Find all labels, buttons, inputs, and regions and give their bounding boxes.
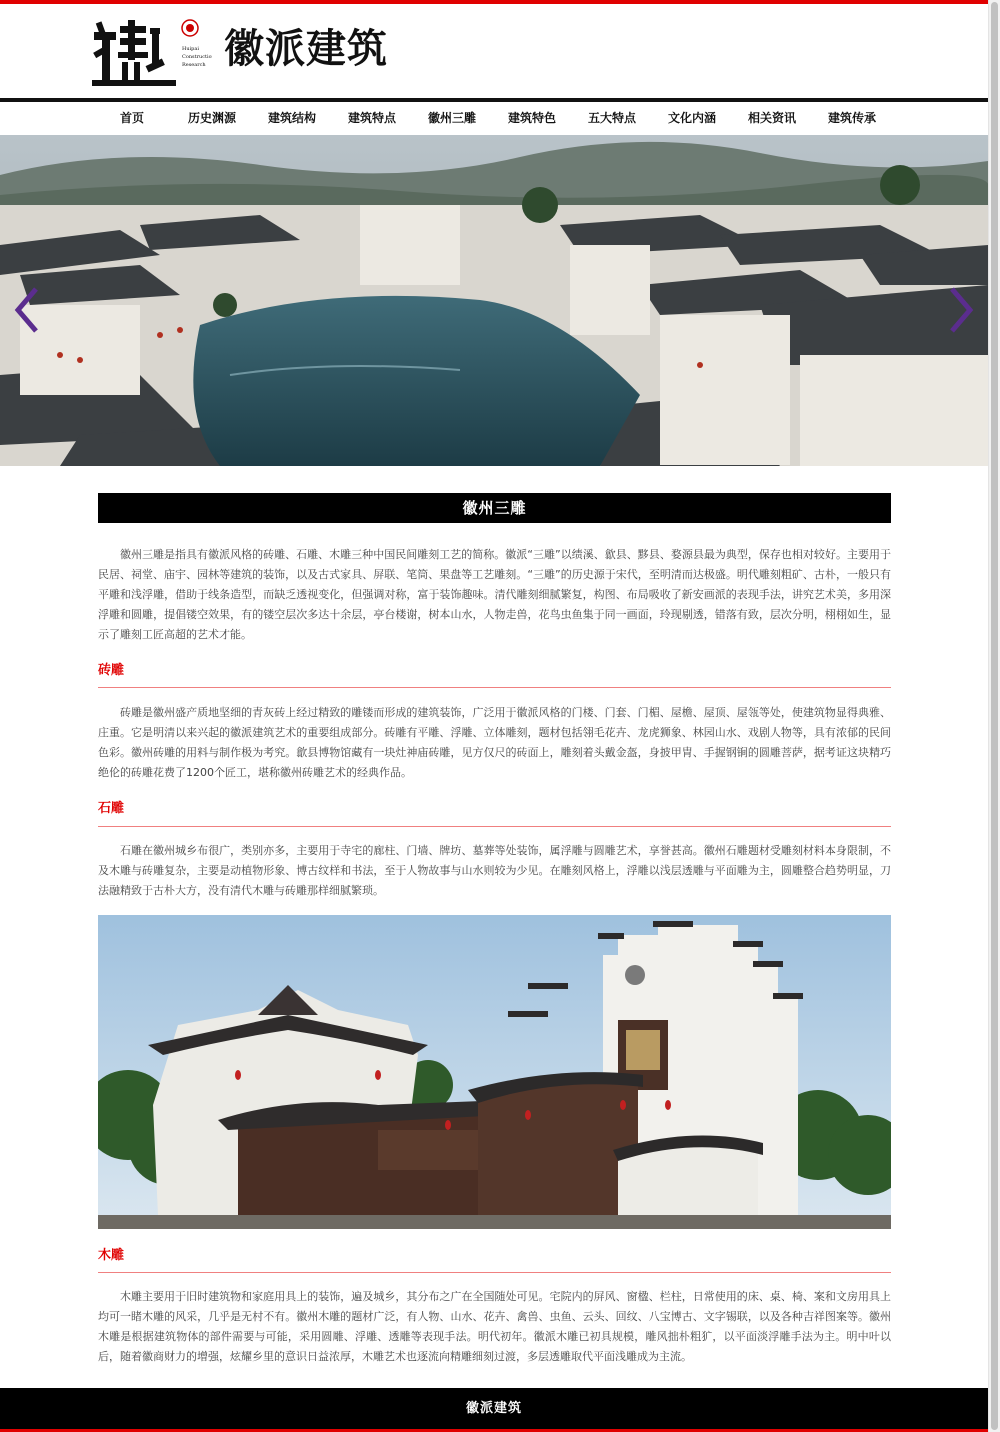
nav-item-5[interactable]: 建筑特色 xyxy=(507,111,556,125)
site-footer xyxy=(0,1388,988,1432)
stone-divider xyxy=(98,826,891,827)
building-photo xyxy=(98,915,891,1229)
site-title: 徽派建筑 xyxy=(224,25,388,72)
logo-small-text-line1: Huipai xyxy=(182,46,199,52)
intro-paragraph: 徽州三雕是指具有徽派风格的砖雕、石雕、木雕三种中国民间雕刻工艺的简称。徽派“三雕”以绩溪、歙县、黟县、婺源县最为典型，保存也相对较好。主要用于民居、祠堂、庙宇、园林等建筑的装饰，以及古式家具、屏联、笔筒、果盘等工艺雕刻。“三雕”的历史源于宋代，至明清而达极盛。明代雕刻粗矿、古朴，一般只有平雕和浅浮雕，借助于线条造型，而缺乏透视变化，但强调对称，富于装饰趣味。清代雕刻细腻繁复，构图、布局吸收了新安画派的表现手法，讲究艺术美，多用深浮雕和圆雕，提倡镂空效果，有的镂空层次多达十余层，亭台楼谢，树本山水，人物走兽，花鸟虫鱼集于同一画面，玲现剔透，错落有致，层次分明，栩栩如生，显示了雕刻工匠高超的艺术才能。 xyxy=(98,548,891,641)
nav-item-3[interactable]: 建筑特点 xyxy=(347,111,396,125)
stone-heading: 石雕 xyxy=(98,801,125,816)
stone-paragraph: 石雕在徽州城乡布很广，类别亦多，主要用于寺宅的廊柱、门墙、牌坊、墓葬等处装饰，属浮雕与圆雕艺术，享誉甚高。徽州石雕题材受雕刻材料本身限制，不及木雕与砖雕复杂，主要是动植物形象、博古纹样和书法，至于人物故事与山水则较为少见。在雕刻风格上，浮雕以浅层透雕与平面雕为主，圆雕整合趋势明显，刀法融精致于古朴大方，没有清代木雕与砖雕那样细腻繁琐。 xyxy=(98,844,891,897)
nav-item-1[interactable]: 历史渊源 xyxy=(187,111,236,125)
nav-list xyxy=(92,102,892,135)
logo-small-text-line3: Research xyxy=(182,62,206,68)
chevron-right-icon xyxy=(946,285,976,335)
nav-item-6[interactable]: 五大特点 xyxy=(587,111,636,125)
nav-item-0[interactable]: 首页 xyxy=(119,111,144,125)
section-title: 徽州三雕 xyxy=(98,493,891,523)
scrollbar-thumb[interactable] xyxy=(991,2,998,1430)
footer-text: 徽派建筑 xyxy=(465,1401,522,1416)
brick-paragraph: 砖雕是徽州盛产质地坚细的青灰砖上经过精致的雕镂而形成的建筑装饰，广泛用于徽派风格的门楼、门套、门楣、屋檐、屋顶、屋瓴等处，使建筑物显得典雅、庄重。它是明清以来兴起的徽派建筑艺术的重要组成部分。砖雕有平雕、浮雕、立体雕刻，题材包括翎毛花卉、龙虎狮象、林园山水、戏剧人物等，具有浓郁的民间色彩。徽州砖雕的用料与制作极为考究。歙县博物馆藏有一块灶神庙砖雕，见方仅尺的砖面上，雕刻着头戴金盔，身披甲胄、手握钢锏的圆雕菩萨，据考证这块精巧绝伦的砖雕花费了1200个匠工，堪称徽州砖雕艺术的经典作品。 xyxy=(98,706,891,779)
nav-item-4[interactable]: 徽州三雕 xyxy=(427,111,476,125)
site-logo[interactable] xyxy=(92,18,212,88)
brick-divider xyxy=(98,687,891,688)
page-scrollbar[interactable] xyxy=(988,0,1000,1432)
nav-item-2[interactable]: 建筑结构 xyxy=(267,111,316,125)
site-header xyxy=(0,4,988,98)
nav-item-9[interactable]: 建筑传承 xyxy=(827,111,876,125)
banner-prev-button[interactable] xyxy=(12,285,42,335)
logo-small-text-line2: Construction xyxy=(182,54,212,60)
main-nav xyxy=(0,98,988,135)
wood-heading: 木雕 xyxy=(98,1248,125,1263)
hero-banner xyxy=(0,135,988,466)
chevron-left-icon xyxy=(12,285,42,335)
nav-item-8[interactable]: 相关资讯 xyxy=(747,111,796,125)
wood-paragraph: 木雕主要用于旧时建筑物和家庭用具上的装饰，遍及城乡，其分布之广在全国随处可见。宅院内的屏风、窗楹、栏柱，日常使用的床、桌、椅、案和文房用具上均可一睹木雕的风采，几乎是无村不有。徽州木雕的题材广泛，有人物、山水、花卉、禽兽、虫鱼、云头、回纹、八宝博古、文字锡联，以及各种吉祥图案等。徽州木雕是根据建筑物体的部件需要与可能，采用圆雕、浮雕、透雕等表现手法。明代初年。徽派木雕已初具规模，雕风拙朴粗犷，以平面淡浮雕手法为主。明中叶以后，随着徽商财力的增强，炫耀乡里的意识日益浓厚，木雕艺术也逐流向精雕细刻过渡，多层透雕取代平面浅雕成为主流。 xyxy=(98,1290,891,1363)
banner-next-button[interactable] xyxy=(946,285,976,335)
nav-item-7[interactable]: 文化内涵 xyxy=(667,111,716,125)
brick-heading: 砖雕 xyxy=(98,663,125,678)
wood-divider xyxy=(98,1272,891,1273)
banner-village-photo xyxy=(0,135,988,466)
